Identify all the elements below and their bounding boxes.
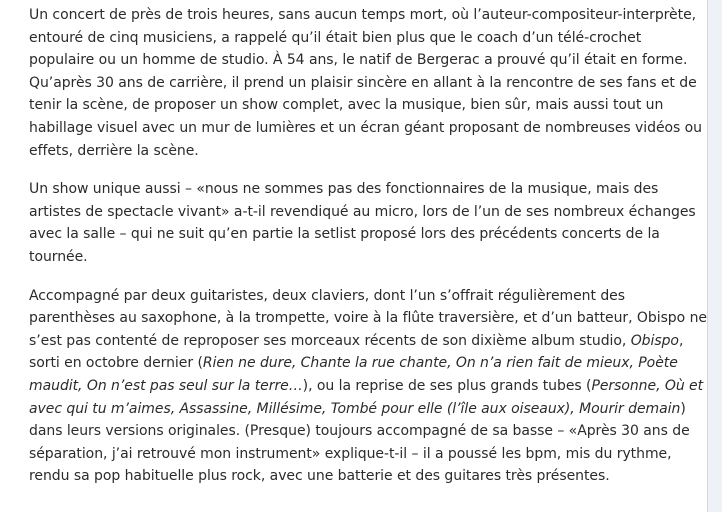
paragraph-band — [29, 285, 709, 488]
paragraph-band-text-4: ) dans leurs versions originales. (Presque) toujours accompagné de sa basse – «Après 30 ans de séparation, j’ai retrouvé mon instrument» explique-t-il – il a poussé les bpm, mis du rythme, rendu sa pop habituelle plus rock, avec une batterie et des guitares très présentes. — [29, 400, 690, 485]
paragraph-band-text-3: ), ou la reprise de ses plus grands tubes ( — [302, 377, 592, 394]
hits-list: Personne, Où et avec qui tu m’aimes, Assassine, Millésime, Tombé pour elle (l’île aux oiseaux), Mourir demain — [29, 377, 704, 417]
paragraph-concert: Un concert de près de trois heures, sans aucun temps mort, où l’auteur-compositeur-interprète, entouré de cinq musiciens, a rappelé qu’il était bien plus que le coach d’un télé-crochet populaire ou un homme de studio. À 54 ans, le natif de Bergerac a prouvé qu’il était en forme. Qu’après 30 ans de carrière, il prend un plaisir sincère en allant à la rencontre de ses fans et de tenir la scène, de proposer un show complet, avec la musique, bien sûr, mais aussi tout un habillage visuel avec un mur de lumières et un écran géant proposant de nombreuses vidéos ou effets, derrière la scène. — [29, 7, 702, 159]
paragraph-band-text-1: Accompagné par deux guitaristes, deux claviers, dont l’un s’offrait régulièrement des parenthèses au saxophone, à la trompette, voire à la flûte traversière, et d’un batteur, Obispo ne s’est pas contenté de reproposer ses morceaux récents de son dixième album studio, — [29, 287, 707, 349]
paragraph-band-text-2: , sorti en octobre dernier ( — [29, 332, 684, 372]
page-scrollbar-track[interactable] — [708, 0, 722, 512]
paragraph-show: Un show unique aussi – «nous ne sommes pas des fonctionnaires de la musique, mais des artistes de spectacle vivant» a-t-il revendiqué au micro, lors de l’un de ses nombreux échanges avec la salle – qui ne suit qu’en partie la setlist proposé lors des précédents concerts de la tournée. — [29, 181, 696, 265]
recent-songs-list: Rien ne dure, Chante la rue chante, On n’a rien fait de mieux, Poète maudit, On n’est pas seul sur la terre… — [29, 355, 678, 394]
article-body — [29, 4, 709, 504]
album-title: Obispo — [630, 332, 679, 349]
